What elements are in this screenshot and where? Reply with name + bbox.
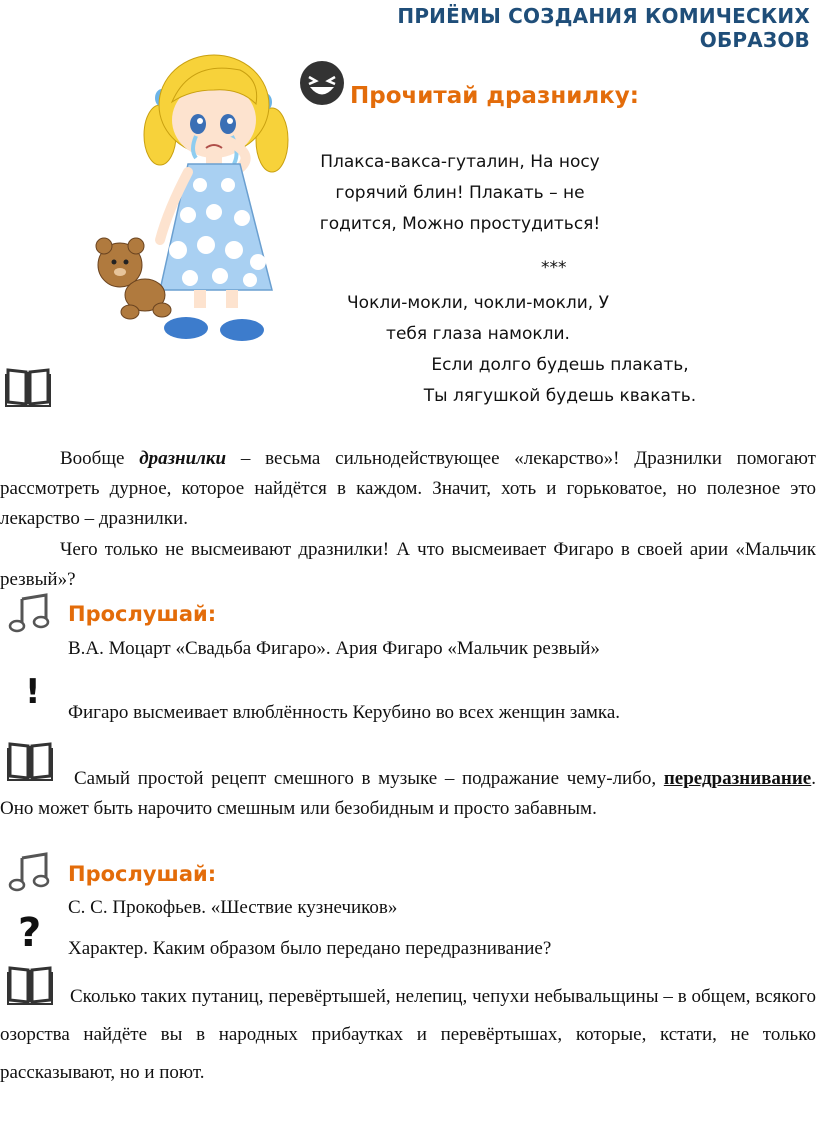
poem-line: Чокли-мокли, чокли-мокли, У [347,293,609,313]
emphasized-term: дразнилки [139,448,227,469]
crying-girl-illustration [90,40,295,355]
listen-work-2: С. С. Прокофьев. «Шествие кузнечиков» [68,897,398,918]
poem-line: Если долго будешь плакать, [431,355,689,375]
paragraph-nonsense: Сколько таких путаниц, перевёртышей, нелепиц, чепухи небывальщины – в общем, всякого озорства найдёте вы в народных прибаутках и перевёртышах, которые, кстати, не только рассказывают, но и поют. [0,986,816,1083]
page-title: ПРИЁМЫ СОЗДАНИЯ КОМИЧЕСКИХ ОБРАЗОВ [397,4,810,52]
book-icon [4,364,52,408]
music-note-icon [8,593,52,633]
poem-line: Плакса-вакса-гуталин, На носу [320,152,600,172]
paragraph-teasers: Вообще дразнилки – весьма сильнодействующее «лекарство»! Дразнилки помогают рассмотреть дурное, которое найдётся в каждом. Значит, хоть и горьковатое, но полезное это лекарство – дразнилки. [0,448,816,529]
key-term: передразнивание [663,768,812,789]
poem-line: Ты лягушкой будешь квакать. [423,386,697,406]
poem-line: тебя глаза намокли. [386,324,570,344]
listen-work-1: В.А. Моцарт «Свадьба Фигаро». Ария Фигаро «Мальчик резвый» [68,638,600,659]
poem-1 [300,147,620,240]
music-note-icon [8,852,52,892]
poem-2-part-2 [410,350,710,412]
paragraph-parody: Самый простой рецепт смешного в музыке – подражание чему-либо, передразнивание. Оно может быть нарочито смешным или безобидным и просто забавным. [0,768,816,819]
question-text: Характер. Каким образом было передано передразнивание? [68,938,552,959]
listen-heading-1: Прослушай: [68,602,217,626]
question-icon: ? [18,910,42,956]
listen-heading-2: Прослушай: [68,862,217,886]
exclamation-icon: ! [25,672,41,712]
poem-2-part-1 [318,288,638,350]
poem-line: горячий блин! Плакать – не [335,183,585,203]
note-figaro: Фигаро высмеивает влюблённость Керубино во всех женщин замка. [68,702,621,723]
laughing-emoji-icon [299,60,345,106]
teaser-heading: Прочитай дразнилку: [350,83,639,109]
poem-separator: *** [541,258,567,278]
paragraph-question: Чего только не высмеивают дразнилки! А что высмеивает Фигаро в своей арии «Мальчик резвый»? [0,539,816,590]
poem-line: годится, Можно простудиться! [319,214,601,234]
